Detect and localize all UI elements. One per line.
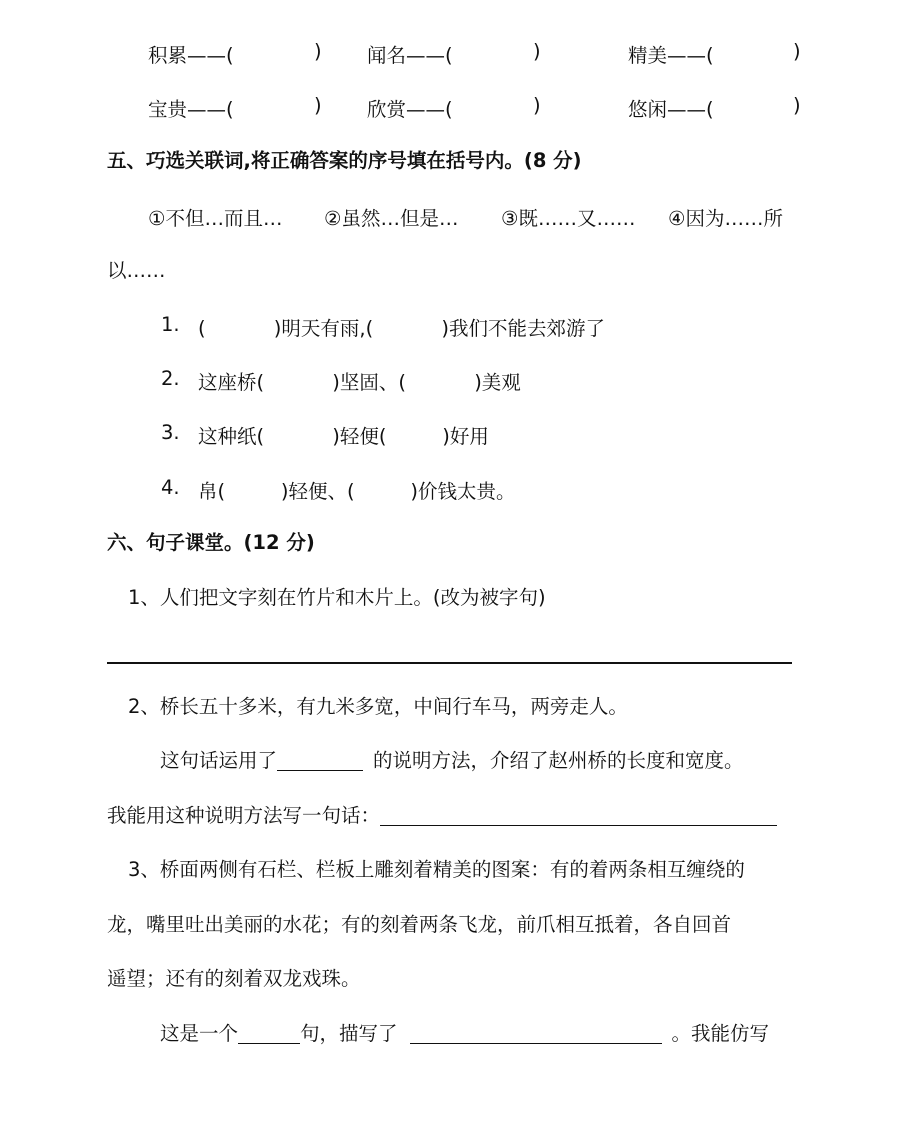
dash: —— (187, 98, 227, 121)
open-paren: ( (706, 44, 714, 67)
section-5-heading: 五、巧选关联词,将正确答案的序号填在括号内。(8 分) (107, 149, 582, 172)
description-blank[interactable] (410, 1023, 662, 1044)
dash: —— (667, 44, 707, 67)
question-2-write (107, 803, 777, 829)
dash: —— (187, 44, 227, 67)
item-1-number: 1. (161, 313, 180, 336)
question-2-prompt (160, 748, 744, 774)
method-blank[interactable] (277, 750, 363, 771)
question-2: 2、桥长五十多米，有九米多宽，中间行车马，两旁走人。 (128, 695, 628, 718)
close-paren: ) (793, 40, 801, 63)
word-pair (628, 94, 714, 122)
item-2-number: 2. (161, 367, 180, 390)
option-4: ④因为……所 (668, 207, 783, 230)
close-paren: ) (533, 40, 541, 63)
item-4-number: 4. (161, 476, 180, 499)
open-paren: ( (706, 98, 714, 121)
question-3-line-2: 龙，嘴里吐出美丽的水花；有的刻着两条飞龙，前爪相互抵着，各自回首 (107, 913, 732, 936)
sentence-type-blank[interactable] (238, 1023, 300, 1044)
close-paren: ) (793, 94, 801, 117)
option-2: ②虽然…但是… (324, 207, 459, 230)
dash: —— (406, 98, 446, 121)
write-prompt: 我能用这种说明方法写一句话： (107, 804, 381, 827)
word: 精美 (628, 44, 668, 67)
close-paren: ) (533, 94, 541, 117)
word: 悠闲 (628, 98, 668, 121)
sentence-blank[interactable] (380, 805, 777, 826)
word-pair (148, 94, 234, 122)
dash: —— (667, 98, 707, 121)
item-1-text: ( )明天有雨,( )我们不能去郊游了 (198, 317, 605, 340)
word-pair (628, 40, 714, 68)
open-paren: ( (445, 44, 453, 67)
section-6-heading: 六、句子课堂。(12 分) (107, 531, 315, 554)
close-paren: ) (314, 40, 322, 63)
answer-text-b: 句，描写了 (300, 1022, 398, 1045)
option-4-continued: 以…… (107, 259, 166, 282)
question-3-line-1: 3、桥面两侧有石栏、栏板上雕刻着精美的图案：有的着两条相互缠绕的 (128, 858, 745, 881)
word-pair (367, 94, 453, 122)
question-1: 1、人们把文字刻在竹片和木片上。(改为被字句) (128, 586, 546, 609)
word: 欣赏 (367, 98, 407, 121)
answer-line-1 (107, 662, 792, 664)
word: 宝贵 (148, 98, 188, 121)
item-2-text: 这座桥( )坚固、( )美观 (198, 371, 521, 394)
item-4-text: 帛( )轻便、( )价钱太贵。 (198, 480, 516, 503)
word: 积累 (148, 44, 188, 67)
word-pair (367, 40, 453, 68)
open-paren: ( (226, 98, 234, 121)
dash: —— (406, 44, 446, 67)
question-3-answer (160, 1021, 769, 1047)
word: 闻名 (367, 44, 407, 67)
word-pair (148, 40, 234, 68)
question-3-line-3: 遥望；还有的刻着双龙戏珠。 (107, 967, 361, 990)
prompt-text-b: 的说明方法，介绍了赵州桥的长度和宽度。 (373, 749, 744, 772)
answer-text-a: 这是一个 (160, 1022, 239, 1045)
item-3-text: 这种纸( )轻便( )好用 (198, 425, 489, 448)
item-3-number: 3. (161, 421, 180, 444)
close-paren: ) (314, 94, 322, 117)
open-paren: ( (445, 98, 453, 121)
answer-text-c: 。我能仿写 (671, 1022, 770, 1045)
open-paren: ( (226, 44, 234, 67)
option-3: ③既……又…… (501, 207, 636, 230)
prompt-text-a: 这句话运用了 (160, 749, 278, 772)
option-1: ①不但…而且… (148, 207, 283, 230)
